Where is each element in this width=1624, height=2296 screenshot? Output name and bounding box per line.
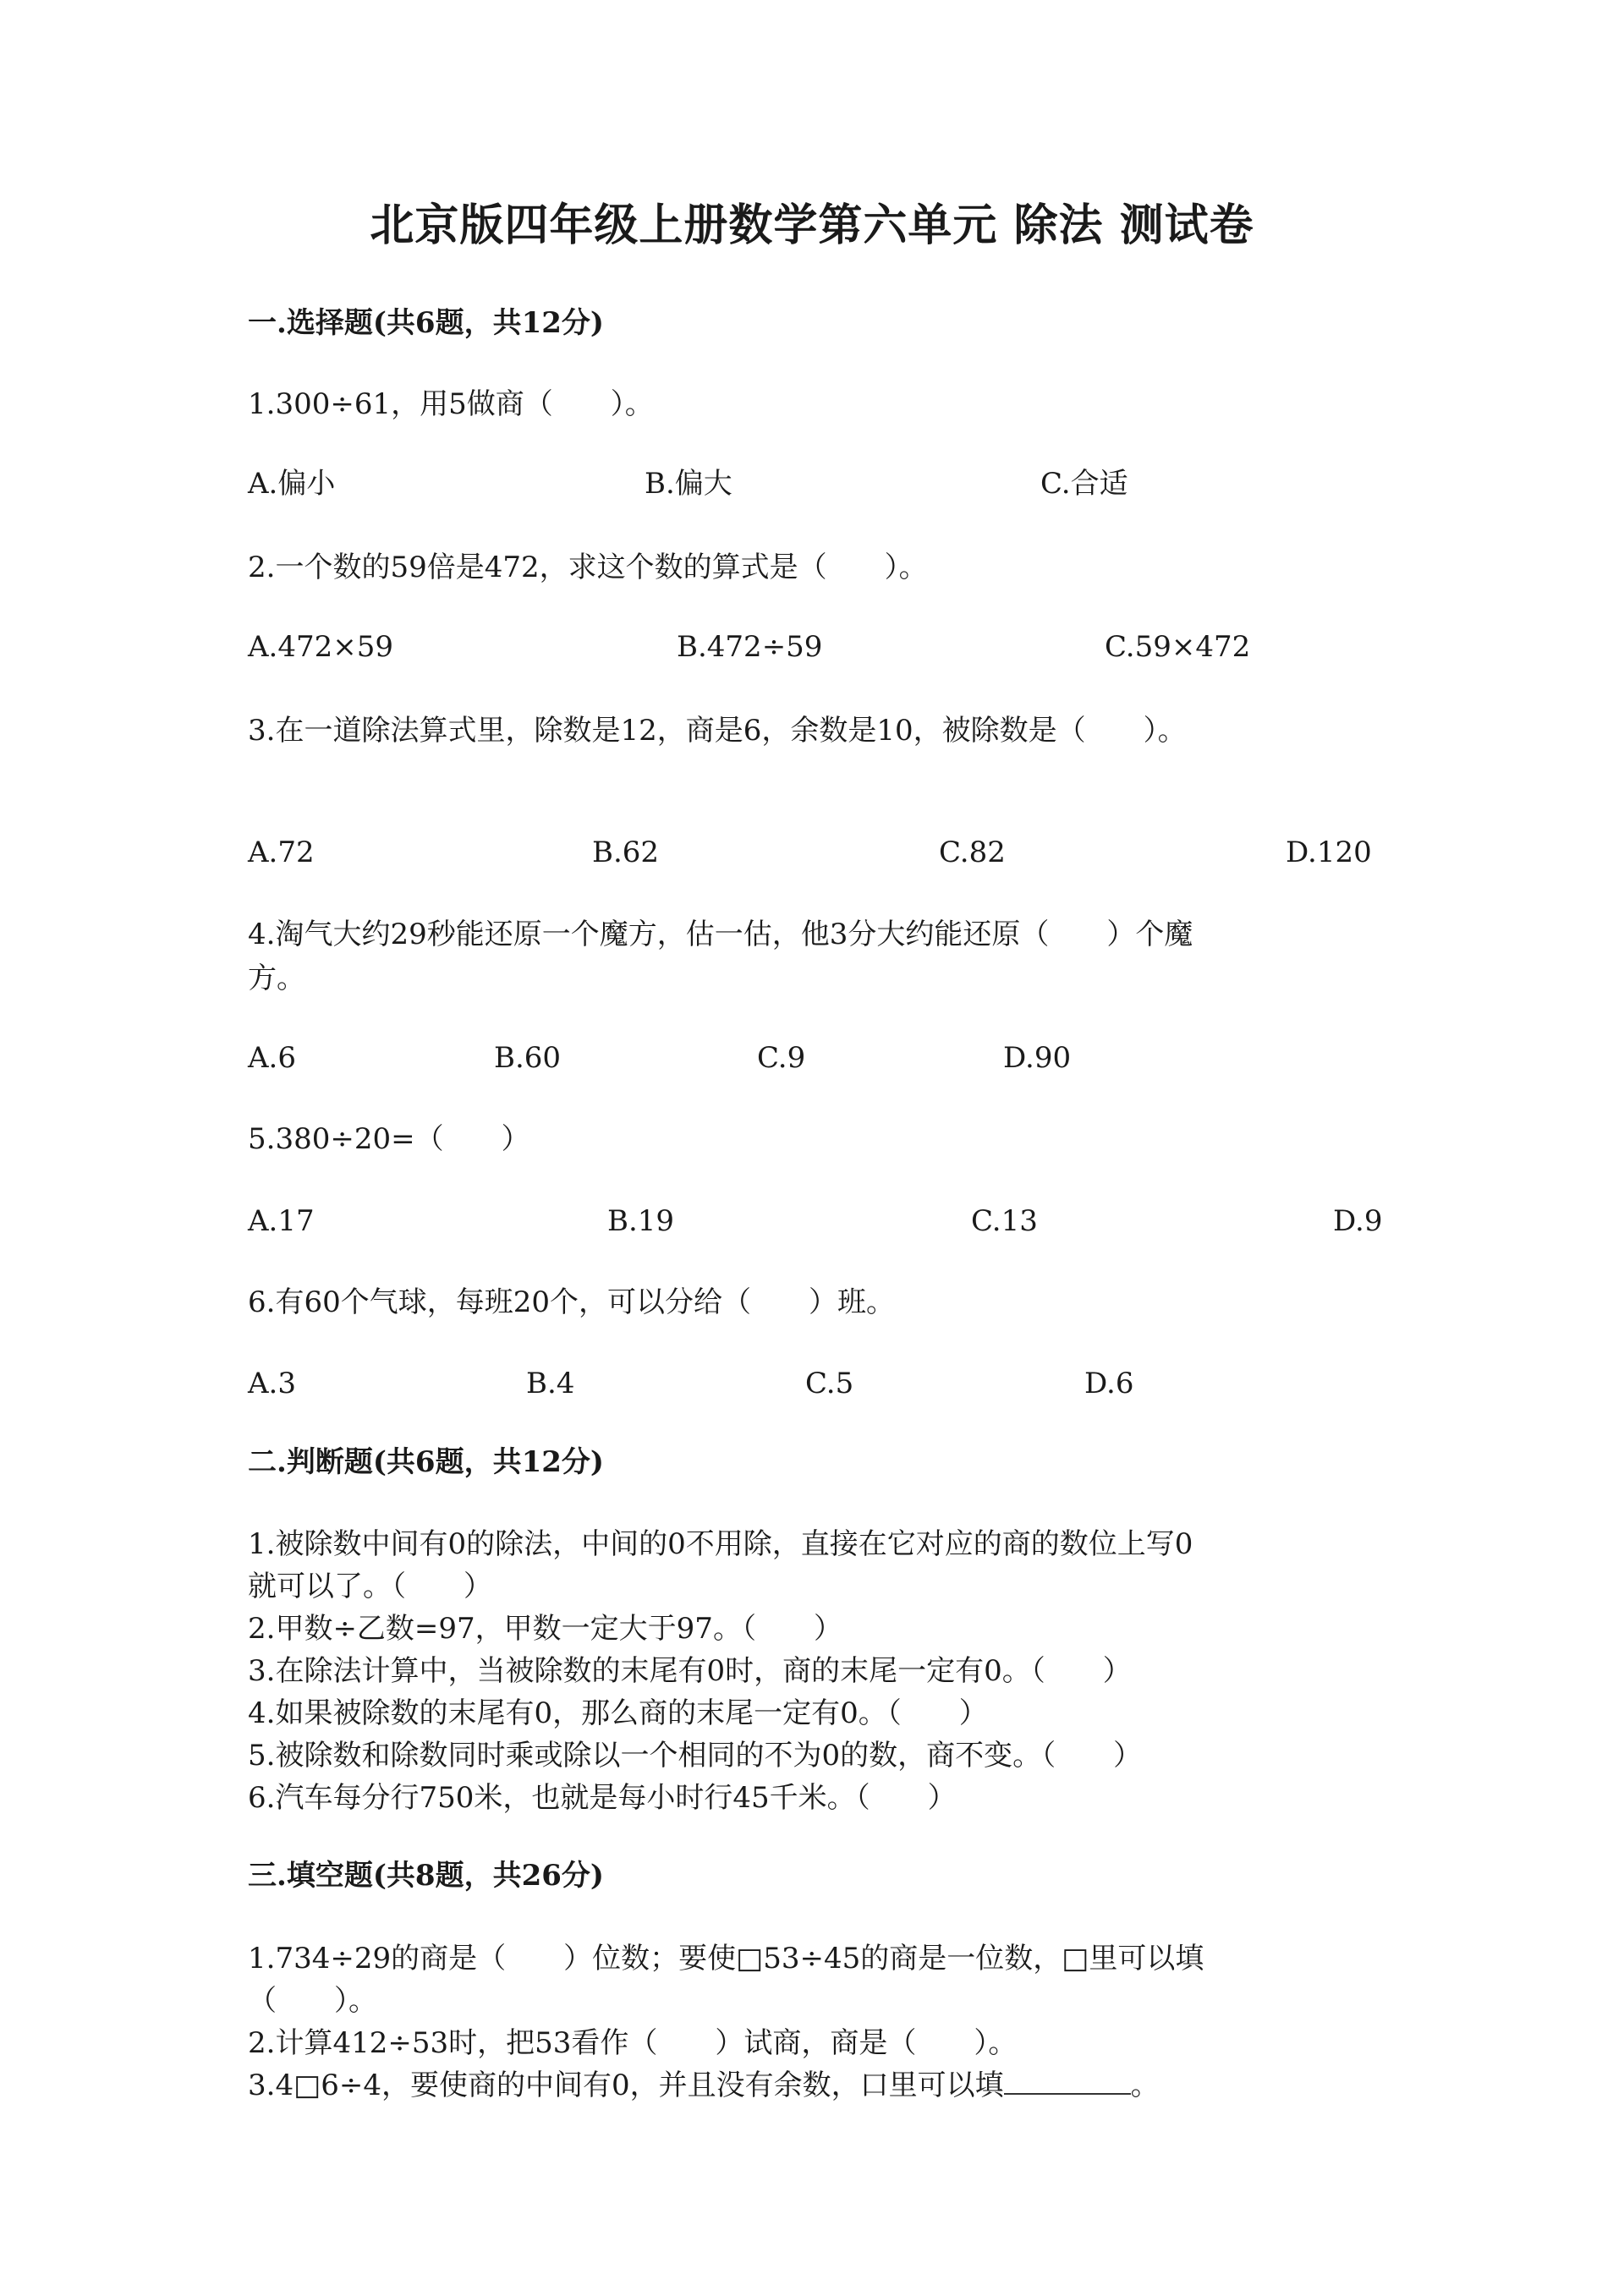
fill-line: 1.734÷29的商是（ ）位数；要使□53÷45的商是一位数，□里可以填 [248, 1942, 1204, 1975]
question-text: 4.淘气大约29秒能还原一个魔方，估一估，他3分大约能还原（ ）个魔 [248, 918, 1193, 951]
statement-line: 6.汽车每分行750米，也就是每小时行45千米。（ ） [248, 1781, 957, 1815]
statement-line: 4.如果被除数的末尾有0，那么商的末尾一定有0。（ ） [248, 1696, 988, 1730]
section-heading-fill-blank: 三.填空题(共8题，共26分) [248, 1859, 604, 1893]
option-c: C.5 [805, 1367, 854, 1400]
option-a: A.3 [248, 1367, 296, 1400]
section-heading-choice: 一.选择题(共6题，共12分) [248, 306, 604, 340]
option-a: A.偏小 [248, 467, 336, 501]
option-b: B.偏大 [645, 467, 732, 501]
page-title: 北京版四年级上册数学第六单元 除法 测试卷 [370, 200, 1254, 251]
option-a: A.72 [248, 836, 315, 869]
statement-line: 1.被除数中间有0的除法，中间的0不用除，直接在它对应的商的数位上写0 [248, 1527, 1193, 1561]
question-text: 5.380÷20=（ ） [248, 1122, 530, 1156]
fill-line-text: 3.4□6÷4，要使商的中间有0，并且没有余数，口里可以填 [248, 2069, 1004, 2102]
option-c: C.13 [971, 1204, 1038, 1238]
statement-line: 2.甲数÷乙数=97，甲数一定大于97。（ ） [248, 1612, 842, 1646]
question-text: 3.在一道除法算式里，除数是12，商是6，余数是10，被除数是（ ）。 [248, 714, 1187, 748]
option-b: B.4 [526, 1367, 575, 1400]
option-a: A.472×59 [248, 630, 394, 664]
statement-line: 就可以了。（ ） [248, 1570, 492, 1603]
statement-line: 5.被除数和除数同时乘或除以一个相同的不为0的数，商不变。（ ） [248, 1739, 1143, 1773]
option-b: B.62 [592, 836, 660, 869]
option-d: D.120 [1286, 836, 1372, 869]
option-d: D.9 [1333, 1204, 1383, 1238]
statement-line: 3.在除法计算中，当被除数的末尾有0时，商的末尾一定有0。（ ） [248, 1654, 1132, 1688]
answer-blank [1004, 2068, 1131, 2095]
option-d: D.6 [1084, 1367, 1134, 1400]
option-d: D.90 [1003, 1041, 1072, 1075]
option-b: B.19 [607, 1204, 675, 1238]
option-c: C.82 [939, 836, 1006, 869]
fill-line [248, 2063, 1160, 2107]
option-c: C.9 [757, 1041, 806, 1075]
fill-line: 2.计算412÷53时，把53看作（ ）试商，商是（ ）。 [248, 2026, 1018, 2060]
option-a: A.17 [248, 1204, 315, 1238]
option-b: B.60 [494, 1041, 562, 1075]
option-a: A.6 [248, 1041, 296, 1075]
question-text: 2.一个数的59倍是472，求这个数的算式是（ ）。 [248, 551, 928, 584]
question-text-continued: 方。 [248, 962, 305, 995]
fill-line-end: 。 [1130, 2069, 1160, 2102]
question-text: 6.有60个气球，每班20个，可以分给（ ）班。 [248, 1285, 895, 1319]
section-heading-judgement: 二.判断题(共6题，共12分) [248, 1445, 604, 1479]
question-text: 1.300÷61，用5做商（ ）。 [248, 387, 654, 421]
fill-line: （ ）。 [248, 1984, 377, 2018]
option-c: C.59×472 [1105, 630, 1251, 664]
option-c: C.合适 [1040, 467, 1128, 501]
option-b: B.472÷59 [677, 630, 823, 664]
